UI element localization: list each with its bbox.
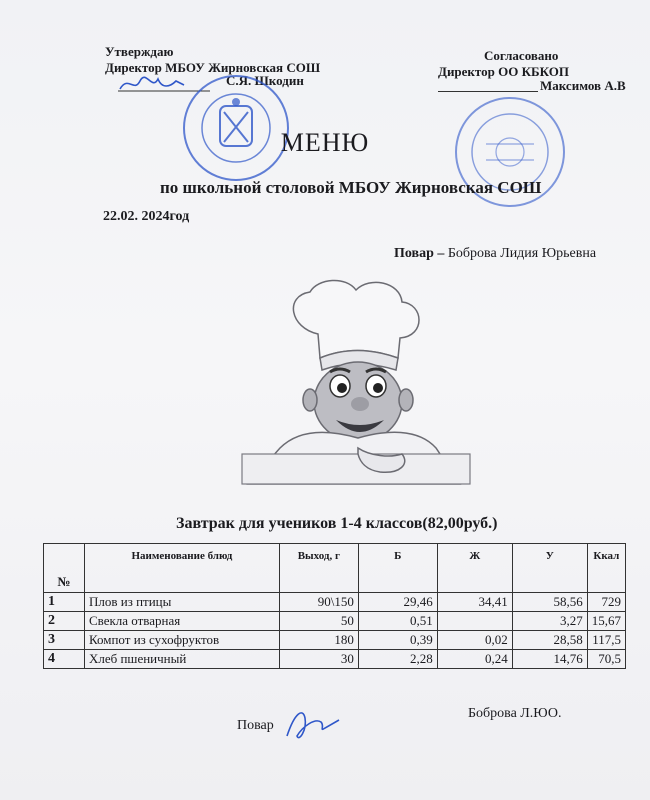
footer-cook-label: Повар — [237, 718, 274, 734]
table-row — [44, 593, 626, 612]
row-kcal: 117,5 — [587, 631, 625, 650]
row-dish: Свекла отварная — [84, 612, 279, 631]
row-carbs: 14,76 — [512, 650, 587, 669]
row-fats: 0,24 — [437, 650, 512, 669]
row-kcal: 15,67 — [587, 612, 625, 631]
footer-cook — [237, 706, 345, 746]
table-row — [44, 650, 626, 669]
row-kcal: 729 — [587, 593, 625, 612]
header-dish: Наименование блюд — [84, 544, 279, 593]
row-kcal: 70,5 — [587, 650, 625, 669]
table-row — [44, 631, 626, 650]
row-portion: 180 — [279, 631, 358, 650]
row-number: 2 — [44, 612, 85, 631]
cook-name: Боброва Лидия Юрьевна — [447, 246, 597, 261]
footer-cook-name: Боброва Л.ЮО. — [468, 706, 562, 721]
page-subtitle: по школьной столовой МБОУ Жирновская СОШ — [160, 178, 542, 197]
menu-date: 22.02. 2024год — [103, 209, 190, 224]
header-portion: Выход, г — [279, 544, 358, 593]
chef-illustration-icon — [240, 278, 472, 490]
row-proteins: 2,28 — [358, 650, 437, 669]
meal-title: Завтрак для учеников 1-4 классов(82,00руб.) — [176, 515, 498, 532]
agreement-role: Директор ОО КБКОП — [438, 64, 569, 79]
row-number: 1 — [44, 593, 85, 612]
row-proteins: 0,51 — [358, 612, 437, 631]
row-fats: 34,41 — [437, 593, 512, 612]
header-fats: Ж — [437, 544, 512, 593]
row-number: 3 — [44, 631, 85, 650]
row-number: 4 — [44, 650, 85, 669]
menu-table — [43, 543, 626, 669]
row-proteins: 29,46 — [358, 593, 437, 612]
header-number: № — [44, 544, 85, 593]
row-fats: 0,02 — [437, 631, 512, 650]
page-title: МЕНЮ — [280, 128, 370, 157]
header-proteins: Б — [358, 544, 437, 593]
table-header-row — [44, 544, 626, 593]
approval-role: Директор МБОУ Жирновская СОШ — [105, 60, 321, 75]
row-portion: 30 — [279, 650, 358, 669]
row-dish: Плов из птицы — [84, 593, 279, 612]
row-dish: Компот из сухофруктов — [84, 631, 279, 650]
row-portion: 90\150 — [279, 593, 358, 612]
header-carbs: У — [512, 544, 587, 593]
row-fats — [437, 612, 512, 631]
header-kcal: Ккал — [587, 544, 625, 593]
cook-line — [394, 246, 596, 262]
signature-icon — [281, 706, 345, 746]
table-row — [44, 612, 626, 631]
row-portion: 50 — [279, 612, 358, 631]
agreement-signature-line — [438, 91, 538, 92]
row-carbs: 3,27 — [512, 612, 587, 631]
approval-name: С.Я. Шкодин — [226, 73, 304, 88]
cook-label: Повар – — [394, 246, 445, 261]
row-carbs: 58,56 — [512, 593, 587, 612]
row-carbs: 28,58 — [512, 631, 587, 650]
approval-label: Утверждаю — [105, 44, 174, 59]
agreement-name: Максимов А.В — [540, 78, 626, 93]
row-dish: Хлеб пшеничный — [84, 650, 279, 669]
row-proteins: 0,39 — [358, 631, 437, 650]
agreement-label: Согласовано — [484, 48, 559, 63]
